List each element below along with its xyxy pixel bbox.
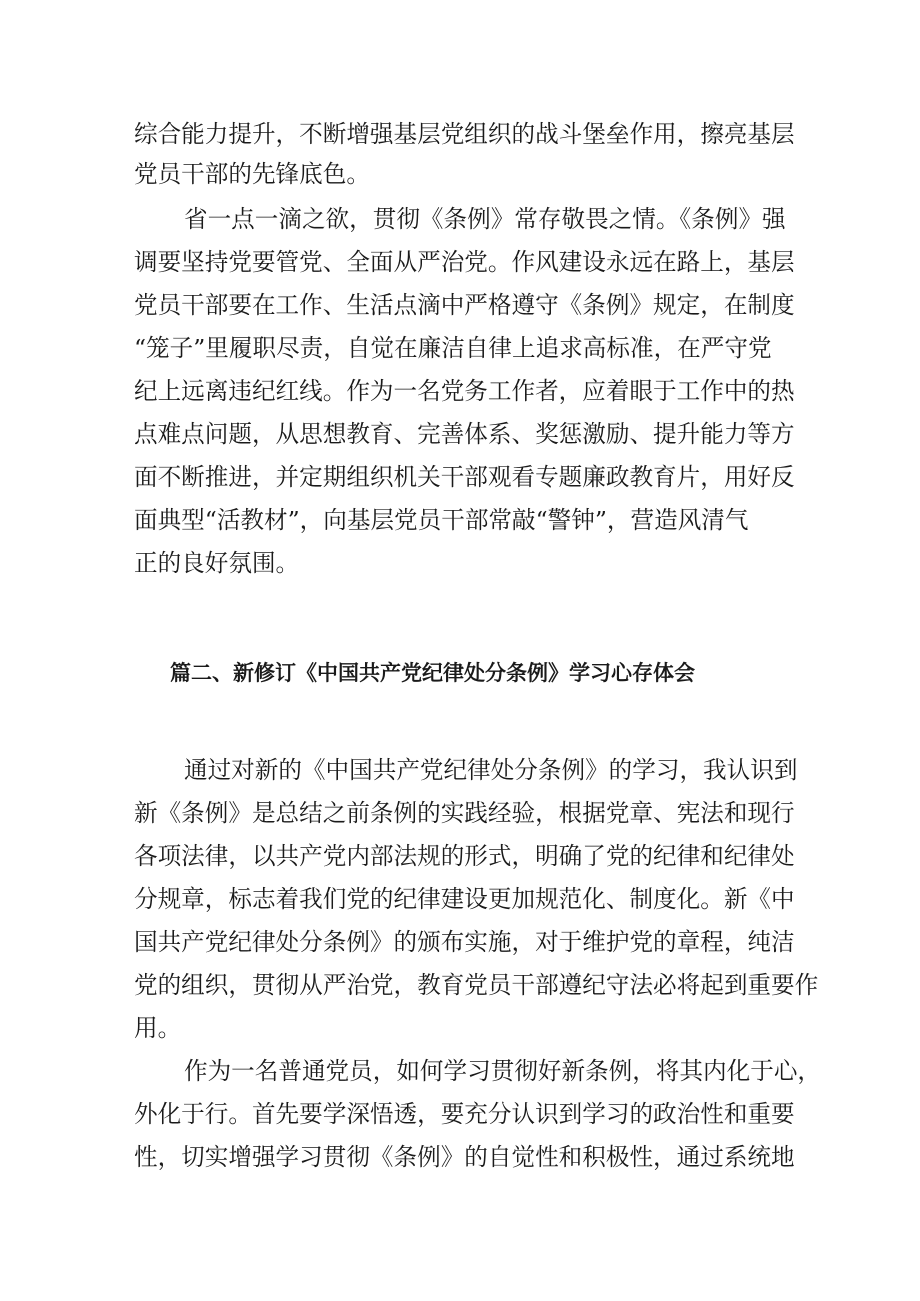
para2-line-4: “笼子”里履职尽责，自觉在廉洁自律上追求高标准，在严守党 — [134, 334, 772, 362]
para3-line-4: 分规章，标志着我们党的纪律建设更加规范化、制度化。新《中 — [134, 885, 795, 913]
para3-line-7: 用。 — [134, 1014, 182, 1042]
para2-line-6: 点难点问题，从思想教育、完善体系、奖惩激励、提升能力等方 — [134, 420, 795, 448]
para2-line-8: 面典型“活教材”，向基层党员干部常敲“警钟”，营造风清气 — [134, 506, 749, 534]
para2-line-5: 纪上远离违纪红线。作为一名党务工作者，应着眼于工作中的热 — [134, 377, 795, 405]
para2-line-9: 正的良好氛围。 — [134, 549, 300, 577]
para3-line-3: 各项法律，以共产党内部法规的形式，明确了党的纪律和纪律处 — [134, 842, 795, 870]
para4-line-1: 作为一名普通党员，如何学习贯彻好新条例，将其内化于心， — [184, 1057, 822, 1085]
para2-line-3: 党员干部要在工作、生活点滴中严格遵守《条例》规定，在制度 — [134, 291, 795, 319]
para1-line-2: 党员干部的先锋底色。 — [134, 160, 370, 188]
para4-line-2: 外化于行。首先要学深悟透，要充分认识到学习的政治性和重要 — [134, 1100, 795, 1128]
para1-line-1: 综合能力提升，不断增强基层党组织的战斗堡垒作用，擦亮基层 — [134, 120, 795, 148]
para3-line-1: 通过对新的《中国共产党纪律处分条例》的学习，我认识到 — [184, 756, 798, 784]
para4-line-3: 性，切实增强学习贯彻《条例》的自觉性和积极性，通过系统地 — [134, 1143, 795, 1171]
para3-line-2: 新《条例》是总结之前条例的实践经验，根据党章、宪法和现行 — [134, 799, 795, 827]
para2-line-1: 省一点一滴之欲，贯彻《条例》常存敬畏之情。《条例》强 — [184, 205, 786, 233]
section-heading: 篇二、新修订《中国共产党纪律处分条例》学习心存体会 — [170, 661, 695, 685]
para3-line-5: 国共产党纪律处分条例》的颁布实施，对于维护党的章程，纯洁 — [134, 928, 795, 956]
para2-line-7: 面不断推进，并定期组织机关干部观看专题廉政教育片，用好反 — [134, 463, 795, 491]
para2-line-2: 调要坚持党要管党、全面从严治党。作风建设永远在路上，基层 — [134, 248, 795, 276]
para3-line-6: 党的组织，贯彻从严治党，教育党员干部遵纪守法必将起到重要作 — [134, 971, 819, 999]
